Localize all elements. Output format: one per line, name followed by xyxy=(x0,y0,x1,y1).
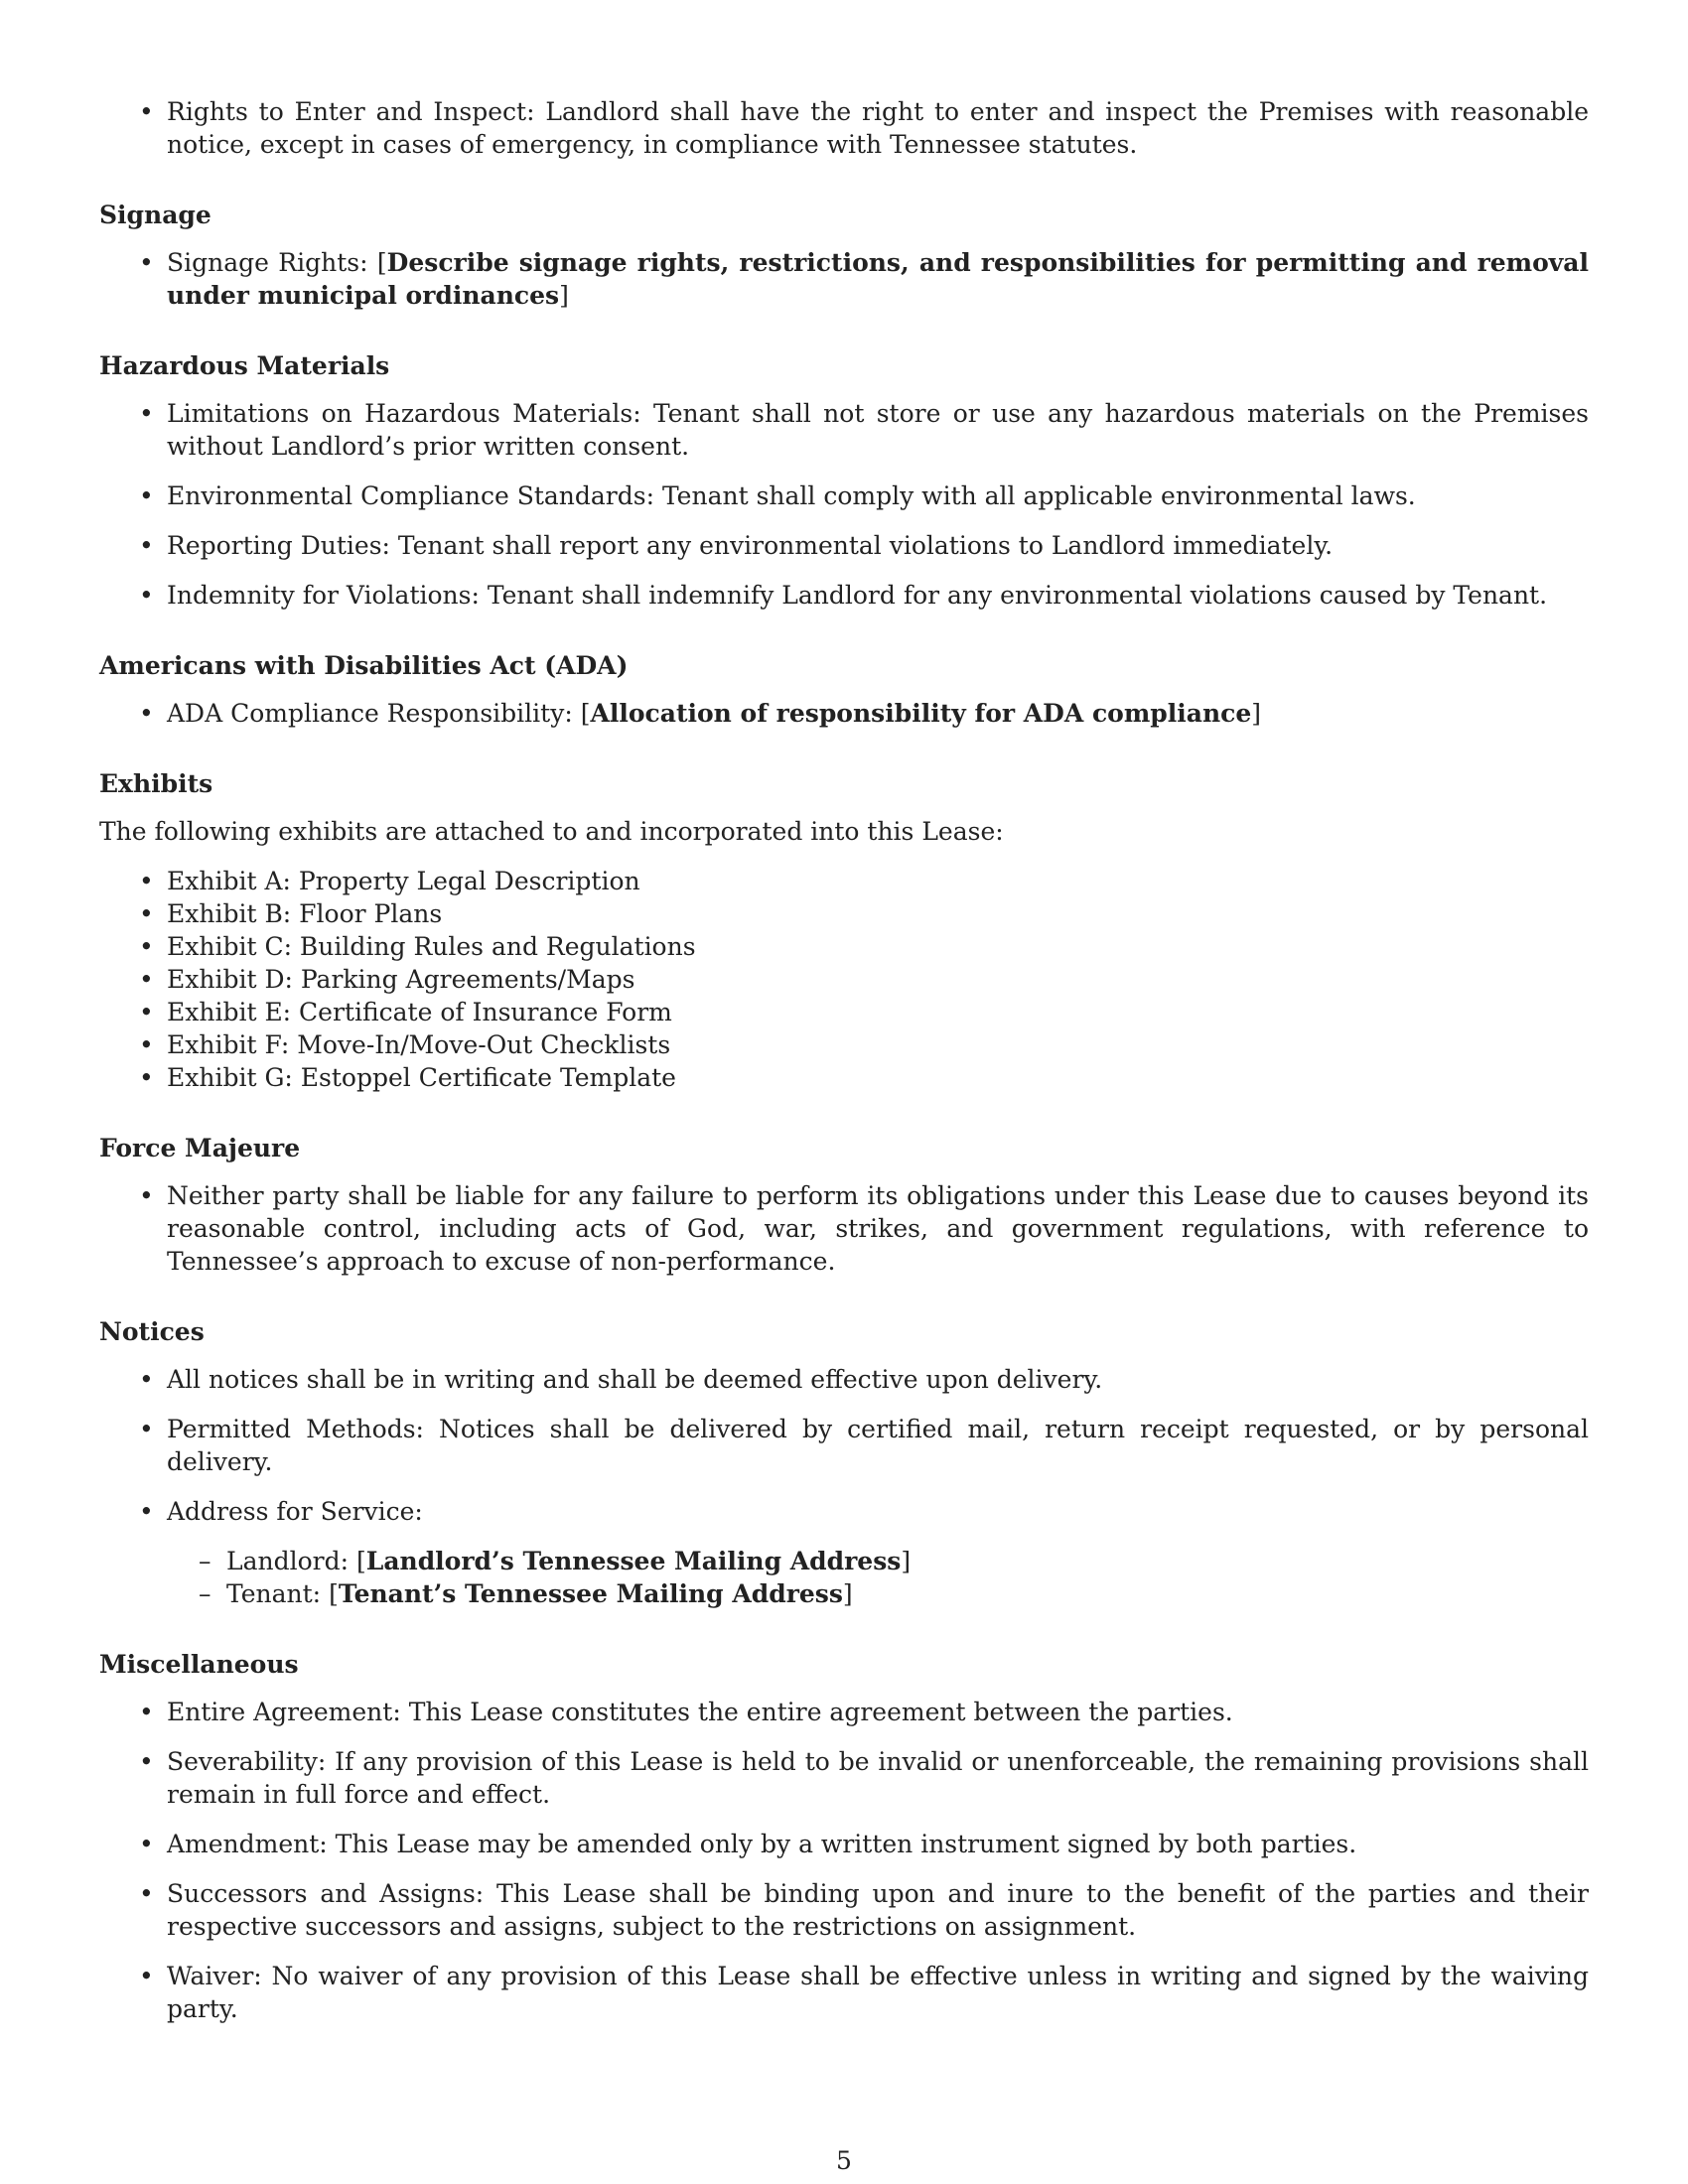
tenant-address-item: – Tenant: [Tenant’s Tennessee Mailing Address] xyxy=(167,1577,1589,1610)
hazardous-heading: Hazardous Materials xyxy=(99,351,390,380)
hazardous-section xyxy=(99,349,1589,612)
signage-rights-label: Signage Rights: xyxy=(167,248,377,277)
list-item: • Successors and Assigns: This Lease shall be binding upon and inure to the benefit of the parties and their respective successors and assigns, subject to the restrictions on assignment. xyxy=(99,1877,1589,1943)
force-majeure-list xyxy=(99,1179,1589,1278)
list-item: • Reporting Duties: Tenant shall report any environmental violations to Landlord immediately. xyxy=(99,529,1589,562)
exhibit-item: • Exhibit F: Move-In/Move-Out Checklists xyxy=(99,1028,1589,1061)
list-item: • Indemnity for Violations: Tenant shall indemnify Landlord for any environmental violations caused by Tenant. xyxy=(99,579,1589,612)
exhibit-item: • Exhibit G: Estoppel Certificate Template xyxy=(99,1061,1589,1094)
signage-rights-placeholder: Describe signage rights, restrictions, and responsibilities for permitting and removal under municipal ordinances xyxy=(167,248,1589,310)
force-majeure-heading: Force Majeure xyxy=(99,1134,301,1162)
signage-heading: Signage xyxy=(99,201,211,229)
signage-section xyxy=(99,199,1589,312)
signage-list xyxy=(99,246,1589,312)
list-item: • All notices shall be in writing and shall be deemed effective upon delivery. xyxy=(99,1363,1589,1396)
exhibits-intro: The following exhibits are attached to and incorporated into this Lease: xyxy=(99,817,1004,846)
exhibit-item: • Exhibit C: Building Rules and Regulations xyxy=(99,930,1589,963)
landlord-address-item: – Landlord: [Landlord’s Tennessee Mailing Address] xyxy=(167,1545,1589,1577)
exhibit-item: • Exhibit A: Property Legal Description xyxy=(99,865,1589,897)
ada-compliance-label: ADA Compliance Responsibility: xyxy=(167,699,581,728)
list-item: • Severability: If any provision of this Lease is held to be invalid or unenforceable, the remaining provisions shall remain in full force and effect. xyxy=(99,1745,1589,1811)
notices-section xyxy=(99,1315,1589,1610)
list-item: • Amendment: This Lease may be amended only by a written instrument signed by both parties. xyxy=(99,1828,1589,1860)
page-number: 5 xyxy=(836,2146,852,2175)
hazardous-list xyxy=(99,397,1589,612)
list-item: • Waiver: No waiver of any provision of this Lease shall be effective unless in writing and signed by the waiving party. xyxy=(99,1960,1589,2025)
ada-compliance-item: • ADA Compliance Responsibility: [Allocation of responsibility for ADA compliance] xyxy=(99,697,1589,730)
list-item: • Environmental Compliance Standards: Tenant shall comply with all applicable environmental laws. xyxy=(99,479,1589,512)
list-item: • Permitted Methods: Notices shall be delivered by certified mail, return receipt requested, or by personal delivery. xyxy=(99,1413,1589,1478)
exhibits-heading: Exhibits xyxy=(99,769,213,798)
miscellaneous-list xyxy=(99,1696,1589,2025)
ada-compliance-placeholder: Allocation of responsibility for ADA compliance xyxy=(590,699,1252,728)
signage-rights-item: • Signage Rights: [Describe signage rights, restrictions, and responsibilities for permitting and removal under municipal ordinances] xyxy=(99,246,1589,312)
exhibit-item: • Exhibit E: Certificate of Insurance Form xyxy=(99,996,1589,1028)
rights-list xyxy=(99,95,1589,161)
exhibits-section xyxy=(99,767,1589,1094)
rights-to-enter-section xyxy=(99,95,1589,161)
document-page xyxy=(99,95,1589,2063)
ada-list xyxy=(99,697,1589,730)
miscellaneous-section xyxy=(99,1648,1589,2025)
rights-to-enter-item: • Rights to Enter and Inspect: Landlord shall have the right to enter and inspect the Premises with reasonable notice, except in cases of emergency, in compliance with Tennessee statutes. xyxy=(99,95,1589,161)
landlord-address-placeholder: Landlord’s Tennessee Mailing Address xyxy=(365,1547,902,1575)
list-item: • Limitations on Hazardous Materials: Tenant shall not store or use any hazardous materials on the Premises without Landlord’s prior written consent. xyxy=(99,397,1589,463)
landlord-address-label: Landlord: xyxy=(226,1547,356,1575)
force-majeure-section xyxy=(99,1132,1589,1278)
address-for-service-label: Address for Service: xyxy=(167,1497,423,1526)
address-sublist xyxy=(167,1545,1589,1610)
exhibit-item: • Exhibit B: Floor Plans xyxy=(99,897,1589,930)
force-majeure-item: • Neither party shall be liable for any failure to perform its obligations under this Lease due to causes beyond its reasonable control, including acts of God, war, strikes, and government regulations, with reference to Tennessee’s approach to excuse of non-performance. xyxy=(99,1179,1589,1278)
exhibit-item: • Exhibit D: Parking Agreements/Maps xyxy=(99,963,1589,996)
ada-heading: Americans with Disabilities Act (ADA) xyxy=(99,651,629,680)
tenant-address-label: Tenant: xyxy=(226,1579,330,1608)
notices-heading: Notices xyxy=(99,1317,205,1346)
exhibits-list xyxy=(99,865,1589,1094)
miscellaneous-heading: Miscellaneous xyxy=(99,1650,299,1679)
address-for-service-item xyxy=(99,1495,1589,1610)
tenant-address-placeholder: Tenant’s Tennessee Mailing Address xyxy=(338,1579,843,1608)
ada-section xyxy=(99,649,1589,730)
notices-list xyxy=(99,1363,1589,1610)
list-item: • Entire Agreement: This Lease constitutes the entire agreement between the parties. xyxy=(99,1696,1589,1728)
